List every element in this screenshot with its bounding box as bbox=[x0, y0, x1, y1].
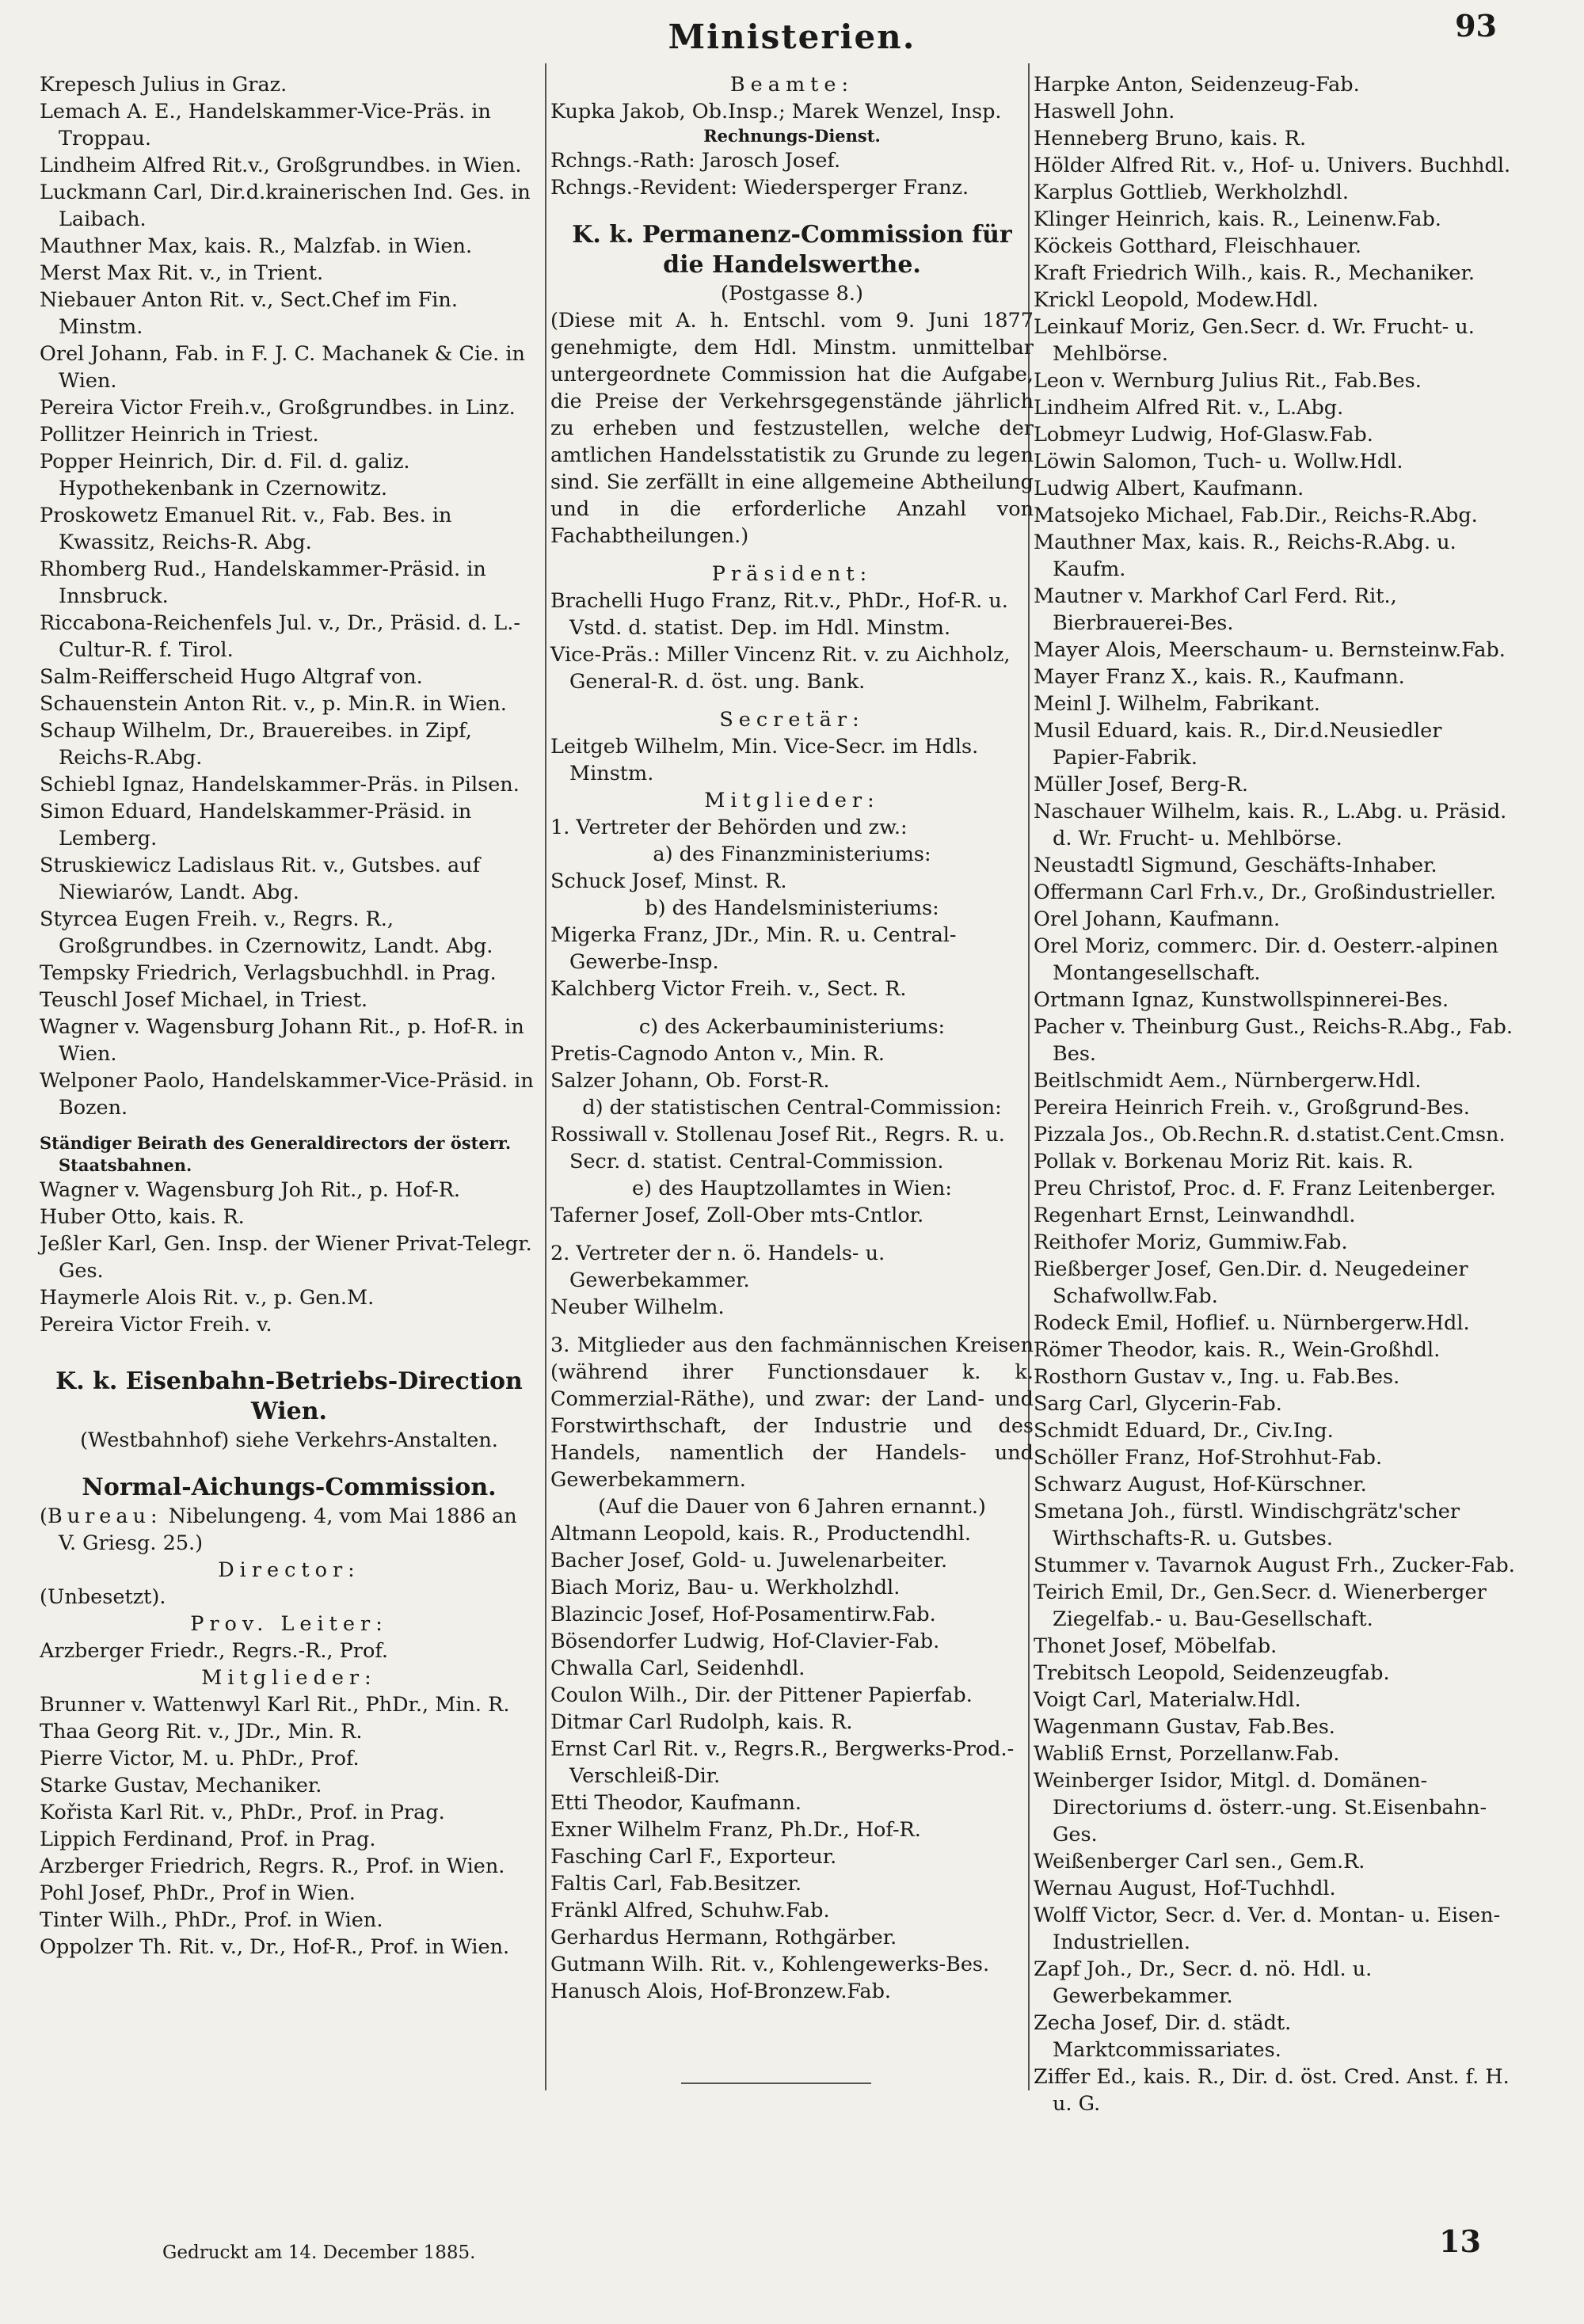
list-item: Kraft Friedrich Wilh., kais. R., Mechaniker. bbox=[1034, 261, 1475, 285]
list-item: Orel Moriz, commerc. Dir. d. Oesterr.-alpinen Montangesellschaft. bbox=[1034, 934, 1498, 985]
list-item: Löwin Salomon, Tuch- u. Wollw.Hdl. bbox=[1034, 450, 1403, 474]
list-item: Blazincic Josef, Hof-Posamentirw.Fab. bbox=[550, 1603, 936, 1626]
list-item: Reithofer Moriz, Gummiw.Fab. bbox=[1034, 1230, 1348, 1254]
mitglieder-label: Mitglieder: bbox=[704, 789, 880, 812]
list-item: Zecha Josef, Dir. d. städt. Marktcommissariates. bbox=[1034, 2011, 1292, 2062]
list-item: Beitlschmidt Aem., Nürnbergerw.Hdl. bbox=[1034, 1069, 1422, 1093]
list-item: Oppolzer Th. Rit. v., Dr., Hof-R., Prof. in Wien. bbox=[40, 1935, 510, 1959]
list-item: Rodeck Emil, Hoflief. u. Nürnbergerw.Hdl. bbox=[1034, 1311, 1470, 1335]
list-item: Arzberger Friedrich, Regrs. R., Prof. in Wien. bbox=[40, 1854, 505, 1878]
list-item: Niebauer Anton Rit. v., Sect.Chef im Fin. Minstm. bbox=[40, 288, 458, 339]
section-a-label: a) des Finanzministeriums: bbox=[653, 842, 931, 866]
list-item: Luckmann Carl, Dir.d.krainerischen Ind. Ges. in Laibach. bbox=[40, 181, 531, 231]
list-item: Wernau August, Hof-Tuchhdl. bbox=[1034, 1877, 1336, 1900]
list-item: Fasching Carl F., Exporteur. bbox=[550, 1845, 837, 1869]
section-c-list bbox=[550, 1040, 1034, 1094]
beirath-heading: Ständiger Beirath des Generaldirectors der österr. Staatsbahnen. bbox=[40, 1133, 512, 1175]
prov-leiter-label: Prov. Leiter: bbox=[190, 1612, 388, 1636]
list-item: Pollitzer Heinrich in Triest. bbox=[40, 423, 319, 447]
section-e-label: e) des Hauptzollamtes in Wien: bbox=[632, 1177, 952, 1200]
list-item: Lippich Ferdinand, Prof. in Prag. bbox=[40, 1828, 376, 1851]
list-item: Orel Johann, Kaufmann. bbox=[1034, 907, 1281, 931]
section-c-label: c) des Ackerbauministeriums: bbox=[638, 1015, 946, 1039]
list-item: Leon v. Wernburg Julius Rit., Fab.Bes. bbox=[1034, 369, 1422, 393]
vertreter2-label: 2. Vertreter der n. ö. Handels- u. Gewerbekammer. bbox=[550, 1242, 885, 1292]
bureau-text: Nibelungeng. 4, vom Mai 1886 an V. Griesg. 25.) bbox=[59, 1504, 517, 1555]
list-item: Harpke Anton, Seidenzeug-Fab. bbox=[1034, 73, 1360, 97]
list-item: Riccabona-Reichenfels Jul. v., Dr., Präsid. d. L.-Cultur-R. f. Tirol. bbox=[40, 611, 520, 662]
list-item: Neuber Wilhelm. bbox=[550, 1295, 725, 1319]
list-item: Exner Wilhelm Franz, Ph.Dr., Hof-R. bbox=[550, 1818, 921, 1842]
list-item: Ortmann Ignaz, Kunstwollspinnerei-Bes. bbox=[1034, 988, 1449, 1012]
list-item: Bösendorfer Ludwig, Hof-Clavier-Fab. bbox=[550, 1630, 940, 1653]
list-item: Lindheim Alfred Rit.v., Großgrundbes. in Wien. bbox=[40, 154, 522, 177]
list-item: Thonet Josef, Möbelfab. bbox=[1034, 1634, 1277, 1658]
list-item: Wagner v. Wagensburg Johann Rit., p. Hof-R. in Wien. bbox=[40, 1015, 524, 1066]
list-item: Schaup Wilhelm, Dr., Brauereibes. in Zipf, Reichs-R.Abg. bbox=[40, 719, 472, 770]
list-item: Rchngs.-Revident: Wiedersperger Franz. bbox=[550, 176, 969, 200]
list-item: Bacher Josef, Gold- u. Juwelenarbeiter. bbox=[550, 1549, 948, 1573]
list-item: Biach Moriz, Bau- u. Werkholzhdl. bbox=[550, 1576, 901, 1599]
list-item: Naschauer Wilhelm, kais. R., L.Abg. u. Präsid. d. Wr. Frucht- u. Mehlbörse. bbox=[1034, 800, 1507, 850]
list-item: Hanusch Alois, Hof-Bronzew.Fab. bbox=[550, 1980, 892, 2003]
list-item: Gutmann Wilh. Rit. v., Kohlengewerks-Bes. bbox=[550, 1953, 990, 1976]
list-item: Mayer Franz X., kais. R., Kaufmann. bbox=[1034, 665, 1405, 689]
list-item: Karplus Gottlieb, Werkholzhdl. bbox=[1034, 181, 1349, 204]
rechnungs-heading: Rechnungs-Dienst. bbox=[703, 126, 881, 146]
bottom-divider bbox=[681, 2082, 871, 2084]
list-item: Rießberger Josef, Gen.Dir. d. Neugedeiner Schafwollw.Fab. bbox=[1034, 1257, 1468, 1308]
list-item: Chwalla Carl, Seidenhdl. bbox=[550, 1656, 805, 1680]
list-item: Salm-Reifferscheid Hugo Altgraf von. bbox=[40, 665, 423, 689]
list-item: Kalchberg Victor Freih. v., Sect. R. bbox=[550, 977, 907, 1001]
list-item: Pierre Victor, M. u. PhDr., Prof. bbox=[40, 1747, 360, 1771]
list-item: Ernst Carl Rit. v., Regrs.R., Bergwerks-Prod.-Verschleiß-Dir. bbox=[550, 1737, 1015, 1788]
list-item: Schuck Josef, Minst. R. bbox=[550, 869, 787, 893]
list-item: Wabliß Ernst, Porzellanw.Fab. bbox=[1034, 1742, 1340, 1766]
list-item: Trebitsch Leopold, Seidenzeugfab. bbox=[1034, 1661, 1390, 1685]
list-item: Schiebl Ignaz, Handelskammer-Präs. in Pilsen. bbox=[40, 773, 520, 797]
list-item: Weißenberger Carl sen., Gem.R. bbox=[1034, 1850, 1365, 1873]
sheet-number: 13 bbox=[1439, 2223, 1481, 2259]
list-item: Lobmeyr Ludwig, Hof-Glasw.Fab. bbox=[1034, 423, 1373, 447]
fach-member-list-continued bbox=[1034, 71, 1521, 2117]
list-item: Teuschl Josef Michael, in Triest. bbox=[40, 988, 368, 1012]
list-item: Schwarz August, Hof-Kürschner. bbox=[1034, 1473, 1367, 1497]
fach-note: (Auf die Dauer von 6 Jahren ernannt.) bbox=[598, 1495, 986, 1519]
list-item: Gerhardus Hermann, Rothgärber. bbox=[550, 1926, 897, 1949]
list-item: Ziffer Ed., kais. R., Dir. d. öst. Cred. Anst. f. H. u. G. bbox=[1034, 2065, 1510, 2116]
list-item: Schöller Franz, Hof-Strohhut-Fab. bbox=[1034, 1446, 1383, 1470]
list-item: Neustadtl Sigmund, Geschäfts-Inhaber. bbox=[1034, 854, 1437, 877]
list-item: Schmidt Eduard, Dr., Civ.Ing. bbox=[1034, 1419, 1334, 1443]
aichungs-heading: Normal-Aichungs-Commission. bbox=[82, 1474, 497, 1501]
list-item: Etti Theodor, Kaufmann. bbox=[550, 1791, 802, 1815]
list-item: Pereira Victor Freih. v. bbox=[40, 1313, 272, 1337]
list-item: Pereira Heinrich Freih. v., Großgrund-Bes. bbox=[1034, 1096, 1470, 1120]
list-item: Köckeis Gotthard, Fleischhauer. bbox=[1034, 234, 1361, 258]
list-item: Rosthorn Gustav v., Ing. u. Fab.Bes. bbox=[1034, 1365, 1400, 1389]
list-item: Stummer v. Tavarnok August Frh., Zucker-Fab. bbox=[1034, 1554, 1515, 1577]
list-item: Henneberg Bruno, kais. R. bbox=[1034, 127, 1307, 150]
list-item: Sarg Carl, Glycerin-Fab. bbox=[1034, 1392, 1282, 1416]
list-item: Lemach A. E., Handelskammer-Vice-Präs. in Troppau. bbox=[40, 100, 491, 150]
list-item: Müller Josef, Berg-R. bbox=[1034, 773, 1248, 797]
list-item: Haswell John. bbox=[1034, 100, 1175, 124]
list-item: Wagenmann Gustav, Fab.Bes. bbox=[1034, 1715, 1335, 1739]
secretaer-value: Leitgeb Wilhelm, Min. Vice-Secr. im Hdls. Minstm. bbox=[550, 735, 979, 785]
fach-member-list bbox=[550, 1520, 1034, 2005]
list-item: Popper Heinrich, Dir. d. Fil. d. galiz. Hypothekenbank in Czernowitz. bbox=[40, 450, 410, 500]
beirath-member-list bbox=[40, 1177, 539, 1338]
list-item: Welponer Paolo, Handelskammer-Vice-Präsid. in Bozen. bbox=[40, 1069, 534, 1120]
list-item: Mauthner Max, kais. R., Malzfab. in Wien. bbox=[40, 234, 473, 258]
list-item: Rhomberg Rud., Handelskammer-Präsid. in Innsbruck. bbox=[40, 557, 486, 608]
list-item: Tinter Wilh., PhDr., Prof. in Wien. bbox=[40, 1908, 383, 1932]
list-item: Fränkl Alfred, Schuhw.Fab. bbox=[550, 1899, 830, 1923]
section-a-list bbox=[550, 868, 1034, 895]
list-item: Schauenstein Anton Rit. v., p. Min.R. in Wien. bbox=[40, 692, 507, 716]
list-item: Kořista Karl Rit. v., PhDr., Prof. in Prag. bbox=[40, 1801, 445, 1824]
list-item: Regenhart Ernst, Leinwandhdl. bbox=[1034, 1204, 1356, 1227]
section-b-list bbox=[550, 922, 1034, 1002]
list-item: Wagner v. Wagensburg Joh Rit., p. Hof-R. bbox=[40, 1178, 461, 1202]
column-divider bbox=[545, 63, 546, 2090]
list-item: Zapf Joh., Dr., Secr. d. nö. Hdl. u. Gewerbekammer. bbox=[1034, 1957, 1373, 2008]
list-item: Proskowetz Emanuel Rit. v., Fab. Bes. in Kwassitz, Reichs-R. Abg. bbox=[40, 504, 452, 554]
list-item: Altmann Leopold, kais. R., Productendhl. bbox=[550, 1522, 972, 1546]
list-item: Mauthner Max, kais. R., Reichs-R.Abg. u. Kaufm. bbox=[1034, 531, 1456, 581]
list-item: Krickl Leopold, Modew.Hdl. bbox=[1034, 288, 1319, 312]
list-item: Pacher v. Theinburg Gust., Reichs-R.Abg., Fab. Bes. bbox=[1034, 1015, 1513, 1066]
list-item: Migerka Franz, JDr., Min. R. u. Central-Gewerbe-Insp. bbox=[550, 923, 957, 974]
printed-date: Gedruckt am 14. December 1885. bbox=[162, 2242, 476, 2263]
list-item: Jeßler Karl, Gen. Insp. der Wiener Privat-Telegr. Ges. bbox=[40, 1232, 532, 1283]
section-d-label: d) der statistischen Central-Commission: bbox=[582, 1096, 1002, 1120]
list-item: Styrcea Eugen Freih. v., Regrs. R., Großgrundbes. in Czernowitz, Landt. Abg. bbox=[40, 907, 493, 958]
list-item: Huber Otto, kais. R. bbox=[40, 1205, 245, 1229]
list-item: Meinl J. Wilhelm, Fabrikant. bbox=[1034, 692, 1320, 716]
vertreter-label: 1. Vertreter der Behörden und zw.: bbox=[550, 816, 908, 839]
list-item: Hölder Alfred Rit. v., Hof- u. Univers. Buchhdl. bbox=[1034, 154, 1511, 177]
praesident-value: Brachelli Hugo Franz, Rit.v., PhDr., Hof-R. u. Vstd. d. statist. Dep. im Hdl. Minstm. bbox=[550, 589, 1008, 640]
eisenbahn-note: (Westbahnhof) siehe Verkehrs-Anstalten. bbox=[80, 1428, 498, 1452]
list-item: Wolff Victor, Secr. d. Ver. d. Montan- u. Eisen-Industriellen. bbox=[1034, 1904, 1501, 1954]
aichungs-member-list bbox=[40, 1691, 539, 1961]
list-item: Mayer Alois, Meerschaum- u. Bernsteinw.Fab. bbox=[1034, 638, 1506, 662]
list-item: Pizzala Jos., Ob.Rechn.R. d.statist.Cent.Cmsn. bbox=[1034, 1123, 1506, 1147]
director-label: Director: bbox=[218, 1558, 360, 1582]
permanenz-description: (Diese mit A. h. Entschl. vom 9. Juni 1877 genehmigte, dem Hdl. Minstm. unmittelbar untergeordnete Commission hat die Aufgabe, die Preise der Verkehrsgegenstände jährlich zu erheben und festzustellen, welche der amtlichen Handelsstatistik zu Grunde zu legen sind. Sie zerfällt in eine allgemeine Abtheilung und in die erforderliche Anzahl von Fachabtheilungen.) bbox=[550, 309, 1034, 548]
list-item: Taferner Josef, Zoll-Ober mts-Cntlor. bbox=[550, 1204, 924, 1227]
director-value: (Unbesetzt). bbox=[40, 1585, 166, 1609]
vice-praesident: Vice-Präs.: Miller Vincenz Rit. v. zu Aichholz, General-R. d. öst. ung. Bank. bbox=[550, 643, 1011, 694]
permanenz-address: (Postgasse 8.) bbox=[721, 282, 863, 306]
bureau-address: (Bureau: Nibelungeng. 4, vom Mai 1886 an V. Griesg. 25.) bbox=[40, 1504, 517, 1555]
list-item: Klinger Heinrich, kais. R., Leinenw.Fab. bbox=[1034, 207, 1441, 231]
list-item: Krepesch Julius in Graz. bbox=[40, 73, 287, 97]
column-middle bbox=[550, 71, 1034, 2082]
permanenz-heading: K. k. Permanenz-Commission für die Handelswerthe. bbox=[572, 221, 1012, 279]
list-item: Rchngs.-Rath: Jarosch Josef. bbox=[550, 149, 841, 173]
list-item: Salzer Johann, Ob. Forst-R. bbox=[550, 1069, 830, 1093]
list-item: Coulon Wilh., Dir. der Pittener Papierfab. bbox=[550, 1683, 973, 1707]
list-item: Römer Theodor, kais. R., Wein-Großhdl. bbox=[1034, 1338, 1441, 1362]
beamte-label: Beamte: bbox=[729, 73, 855, 97]
list-item: Simon Eduard, Handelskammer-Präsid. in Lemberg. bbox=[40, 800, 472, 850]
praesident-label: Präsident: bbox=[711, 562, 873, 586]
list-item: Pohl Josef, PhDr., Prof in Wien. bbox=[40, 1881, 356, 1905]
mitglieder-label: Mitglieder: bbox=[201, 1666, 377, 1690]
fach-label: 3. Mitglieder aus den fachmännischen Kreisen (während ihrer Functionsdauer k. k. Commerzial-Räthe), und zwar: der Land- und Forstwirthschaft, der Industrie und des Handels, namentlich der Handels- und Gewerbekammern. bbox=[550, 1333, 1034, 1492]
list-item: Ditmar Carl Rudolph, kais. R. bbox=[550, 1710, 853, 1734]
list-item: Orel Johann, Fab. in F. J. C. Machanek & Cie. in Wien. bbox=[40, 342, 525, 393]
bureau-label: Bureau: bbox=[47, 1504, 162, 1528]
list-item: Smetana Joh., fürstl. Windischgrätz'scher Wirthschafts-R. u. Gutsbes. bbox=[1034, 1500, 1460, 1550]
list-item: Thaa Georg Rit. v., JDr., Min. R. bbox=[40, 1720, 363, 1744]
section-d-list bbox=[550, 1121, 1034, 1175]
page-title: Ministerien. bbox=[668, 17, 916, 56]
list-item: Teirich Emil, Dr., Gen.Secr. d. Wienerberger Ziegelfab.- u. Bau-Gesellschaft. bbox=[1034, 1580, 1487, 1631]
list-item: Mautner v. Markhof Carl Ferd. Rit., Bierbrauerei-Bes. bbox=[1034, 584, 1397, 635]
list-item: Musil Eduard, kais. R., Dir.d.Neusiedler Papier-Fabrik. bbox=[1034, 719, 1442, 770]
prov-leiter-value: Arzberger Friedr., Regrs.-R., Prof. bbox=[40, 1639, 388, 1663]
secretaer-label: Secretär: bbox=[719, 708, 865, 732]
list-item: Lindheim Alfred Rit. v., L.Abg. bbox=[1034, 396, 1344, 420]
list-item: Struskiewicz Ladislaus Rit. v., Gutsbes. auf Niewiarów, Landt. Abg. bbox=[40, 854, 481, 904]
list-item: Ludwig Albert, Kaufmann. bbox=[1034, 477, 1304, 500]
list-item: Merst Max Rit. v., in Trient. bbox=[40, 261, 324, 285]
page-number: 93 bbox=[1455, 8, 1497, 44]
vertreter2-list bbox=[550, 1294, 1034, 1321]
list-item: Weinberger Isidor, Mitgl. d. Domänen-Directoriums d. österr.-ung. St.Eisenbahn-Ges. bbox=[1034, 1769, 1487, 1847]
list-item: Brunner v. Wattenwyl Karl Rit., PhDr., Min. R. bbox=[40, 1693, 510, 1717]
eisenbahn-heading: K. k. Eisenbahn-Betriebs-Direction Wien. bbox=[55, 1367, 523, 1425]
list-item: Tempsky Friedrich, Verlagsbuchhdl. in Prag. bbox=[40, 961, 497, 985]
section-b-label: b) des Handelsministeriums: bbox=[645, 896, 939, 920]
list-item: Starke Gustav, Mechaniker. bbox=[40, 1774, 322, 1797]
list-item: Pereira Victor Freih.v., Großgrundbes. in Linz. bbox=[40, 396, 516, 420]
list-item: Preu Christof, Proc. d. F. Franz Leitenberger. bbox=[1034, 1177, 1496, 1200]
list-item: Faltis Carl, Fab.Besitzer. bbox=[550, 1872, 802, 1896]
list-item: Matsojeko Michael, Fab.Dir., Reichs-R.Abg. bbox=[1034, 504, 1478, 527]
column-right bbox=[1034, 71, 1521, 2116]
section-e-list bbox=[550, 1202, 1034, 1229]
list-item: Rossiwall v. Stollenau Josef Rit., Regrs. R. u. Secr. d. statist. Central-Commission. bbox=[550, 1123, 1005, 1173]
list-item: Leinkauf Moriz, Gen.Secr. d. Wr. Frucht- u. Mehlbörse. bbox=[1034, 315, 1475, 366]
beamte-value: Kupka Jakob, Ob.Insp.; Marek Wenzel, Insp. bbox=[550, 100, 1002, 124]
list-item: Pretis-Cagnodo Anton v., Min. R. bbox=[550, 1042, 885, 1066]
list-item: Voigt Carl, Materialw.Hdl. bbox=[1034, 1688, 1301, 1712]
list-item: Offermann Carl Frh.v., Dr., Großindustrieller. bbox=[1034, 881, 1496, 904]
column-left bbox=[40, 71, 539, 2082]
commission-member-list bbox=[40, 71, 539, 1121]
rechnungs-list bbox=[550, 147, 1034, 201]
list-item: Pollak v. Borkenau Moriz Rit. kais. R. bbox=[1034, 1150, 1414, 1173]
list-item: Haymerle Alois Rit. v., p. Gen.M. bbox=[40, 1286, 375, 1310]
